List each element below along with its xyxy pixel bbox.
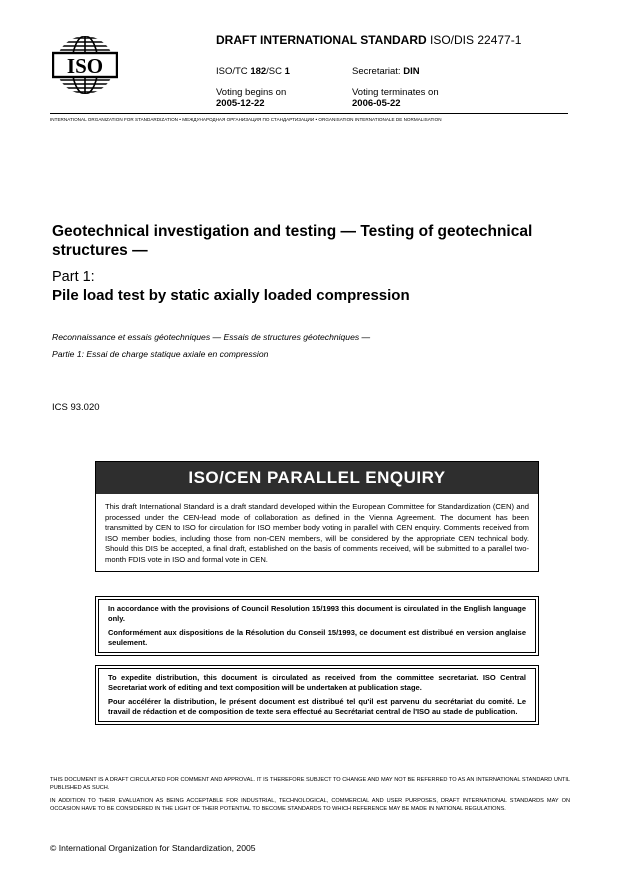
distribution-note-en: To expedite distribution, this document is circulated as received from the committee secretariat. ISO Central Secretariat work of editing and text composition will be undertaken at publication stage. — [108, 673, 526, 692]
language-note-box — [95, 596, 539, 656]
secretariat-value: DIN — [403, 66, 420, 77]
regulation-disclaimer: IN ADDITION TO THEIR EVALUATION AS BEING ACCEPTABLE FOR INDUSTRIAL, TECHNOLOGICAL, COMMERCIAL AND USER PURPOSES, DRAFT INTERNATIONAL STANDARDS MAY ON OCCASION HAVE TO BE CONSIDERED IN THE LIGHT OF THEIR POTENTIAL TO BECOME STANDARDS TO WHICH REFERENCE MAY BE MADE IN NATIONAL REGULATIONS. — [50, 798, 570, 812]
language-note-en: In accordance with the provisions of Council Resolution 15/1993 this document is circulated in the English language only. — [108, 604, 526, 623]
voting-terminates — [352, 87, 439, 109]
document-type-heading — [216, 33, 521, 47]
tc-number: 182 — [250, 66, 267, 77]
iso-logo — [52, 35, 118, 95]
ics-code: ICS 93.020 — [52, 402, 100, 413]
organization-names: INTERNATIONAL ORGANIZATION FOR STANDARDIZATION • МЕЖДУНАРОДНАЯ ОРГАНИЗАЦИЯ ПО СТАНДАРТИЗАЦИИ • ORGANISATION INTERNATIONALE DE NORMALISATION — [50, 117, 442, 122]
secretariat — [352, 66, 420, 77]
parallel-enquiry-text: This draft International Standard is a draft standard developed within the European Committee for Standardization (CEN) and processed under the CEN-lead mode of collaboration as defined in the Vienna Agreement. The document has been transmitted by CEN to ISO for circulation for ISO member body voting in parallel with CEN enquiry. Comments received from ISO member bodies, including those from non-CEN members, will be considered by the appropriate CEN technical body. Should this DIS be accepted, a final draft, established on the basis of comments received, will be submitted to a parallel two-month FDIS vote in ISO and formal vote in CEN. — [105, 502, 529, 564]
copyright-notice: © International Organization for Standardization, 2005 — [50, 843, 256, 853]
part-label: Part 1: — [52, 269, 95, 285]
voting-begins-label: Voting begins on — [216, 87, 287, 98]
secretariat-label: Secretariat: — [352, 66, 401, 77]
voting-begins-date: 2005-12-22 — [216, 98, 265, 109]
committee-reference — [216, 66, 290, 77]
language-note-fr: Conformément aux dispositions de la Résolution du Conseil 15/1993, ce document est distribué en version anglaise seulement. — [108, 628, 526, 647]
french-title-part: Partie 1: Essai de charge statique axiale en compression — [52, 349, 269, 359]
distribution-note-fr: Pour accélérer la distribution, le présent document est distribué tel qu'il est parvenu du secrétariat du comité. Le travail de rédaction et de composition de texte sera effectué au Secrétariat central de l'ISO au stade de publication. — [108, 697, 526, 716]
iso-logo-text: ISO — [66, 54, 104, 78]
french-title-main: Reconnaissance et essais géotechniques — Essais de structures géotechniques — — [52, 332, 371, 342]
distribution-note-box — [95, 665, 539, 725]
tc-prefix: ISO/TC — [216, 66, 248, 77]
part-title: Pile load test by static axially loaded compression — [52, 287, 410, 304]
voting-terminates-label: Voting terminates on — [352, 87, 439, 98]
voting-begins — [216, 87, 286, 109]
draft-disclaimer: THIS DOCUMENT IS A DRAFT CIRCULATED FOR COMMENT AND APPROVAL. IT IS THEREFORE SUBJECT TO CHANGE AND MAY NOT BE REFERRED TO AS AN INTERNATIONAL STANDARD UNTIL PUBLISHED AS SUCH. — [50, 777, 570, 791]
sc-number: 1 — [284, 66, 290, 77]
parallel-enquiry-heading: ISO/CEN PARALLEL ENQUIRY — [96, 462, 538, 494]
parallel-enquiry-box — [95, 461, 539, 572]
voting-terminates-date: 2006-05-22 — [352, 98, 401, 109]
draft-standard-label: DRAFT INTERNATIONAL STANDARD — [216, 33, 427, 47]
french-title — [52, 329, 370, 363]
standard-reference: ISO/DIS 22477-1 — [430, 33, 522, 47]
document-title: Geotechnical investigation and testing — Testing of geotechnical structures — — [52, 223, 533, 259]
sc-prefix: /SC — [266, 66, 283, 77]
header-divider — [50, 113, 568, 114]
